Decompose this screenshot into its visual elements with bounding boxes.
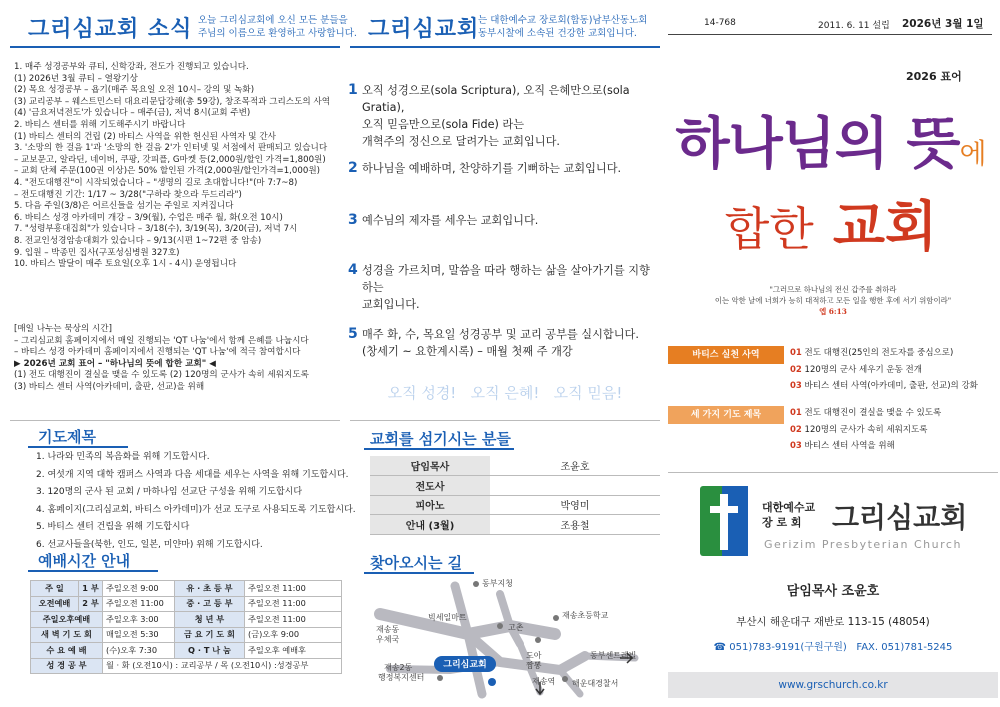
mission-item-1: 1 오직 성경으로(sola Scriptura), 오직 은혜만으로(sola Gratia), 오직 믿음만으로(sola Fide) 라는 개혁주의 정신으로 달려가는 교회입니다. — [348, 82, 630, 148]
staff-title: 교회를 섬기시는 분들 — [370, 430, 511, 448]
phone-icon: ☎ — [713, 642, 727, 653]
worship-underline — [28, 570, 158, 572]
church-logo-icon — [700, 486, 748, 556]
map-label-school: 재송초등학교 — [562, 611, 609, 620]
church-location-dot — [488, 678, 496, 686]
map-title: 찾아오시는 길 — [370, 554, 463, 572]
list-item: – 교보문고, 알라딘, 네이버, 쿠팡, 갓피플, G마켓 등(2,000원/할인 가격=1,800원) — [14, 154, 326, 165]
sola-motto: 오직 성경! 오직 은혜! 오직 믿음! — [387, 384, 623, 402]
logo-rule — [668, 472, 998, 473]
table-row: 오전예배 2 부 주일오전 11:00 중 · 고 등 부 주일오전 11:00 — [31, 596, 342, 612]
prayer-underline — [28, 446, 128, 448]
church-title: 그리심교회 — [368, 17, 480, 42]
bulletin-date: 2026년 3월 1일 — [902, 18, 984, 30]
website-link[interactable]: www.grschurch.co.kr — [668, 672, 998, 698]
landmark-dot — [497, 623, 503, 629]
list-item: 5. 다음 주일(3/8)은 어르신들을 섬기는 주일로 지켜집니다 — [14, 201, 234, 212]
church-divider — [350, 46, 660, 48]
three-prayers-label: 세 가지 기도 제목 — [668, 406, 784, 424]
list-item: 9. 입원 – 박종민 집사(구포성심병원 327호) — [14, 247, 180, 258]
list-item: 2. 여섯개 지역 대학 캠퍼스 사역과 다음 세대를 세우는 사역을 위해 기도합시다. — [36, 469, 349, 480]
fax-number: FAX. 051)781-5245 — [856, 642, 953, 653]
batis-label: 바티스 실천 사역 — [668, 346, 784, 364]
logo-church-name: 그리심교회 — [832, 501, 968, 534]
staff-underline — [364, 448, 514, 450]
list-item: 2. 바티스 센터를 위해 기도해주시기 바랍니다 — [14, 119, 186, 130]
list-item: (4) '금요저녁전도'가 있습니다 – 매주(금), 저녁 8시(교회 주변) — [14, 108, 251, 119]
location-map — [350, 574, 660, 704]
list-item: (1) 바티스 센터의 건립 (2) 바티스 사역을 위한 헌신된 사역자 및 간사 — [14, 131, 276, 142]
pastor-name: 담임목사 조윤호 — [786, 584, 880, 599]
list-item: 5. 바티스 센터 건립을 위해 기도합시다 — [36, 522, 190, 532]
motto-label: 2026 표어 — [906, 70, 962, 83]
list-item: – 바티스 성경 아카데미 홈페이지에서 진행되는 'QT 나눔'에 적극 참여합시다 — [14, 347, 301, 358]
list-item: 6. 바티스 성경 아카데미 개강 – 3/9(월), 수업은 매주 월, 화(오전 10시) — [14, 212, 283, 223]
church-subtitle: 는 대한예수교 장로회(합동)남부산동노회 동부시찰에 소속된 건강한 교회입니다. — [478, 15, 648, 39]
list-item: 3. 120명의 군사 된 교회 / 마하나임 선교단 구성을 위해 기도합시다 — [36, 487, 303, 497]
landmark-dot — [553, 615, 559, 621]
bible-verse: "그러므로 하나님의 전신 갑주를 취하라 이는 악한 날에 너희가 능히 대적하고 모든 일을 행한 후에 서기 위함이라" 엡 6:13 — [714, 285, 952, 316]
motto-line-1: 하나님의 뜻에 — [675, 112, 987, 177]
cover-divider — [668, 34, 992, 35]
mission-item-5: 5 매주 화, 수, 목요일 성경공부 및 교리 공부를 실시합니다. (창세기 ~ 요한계시록) – 매월 첫째 주 개강 — [348, 326, 639, 358]
list-item: 6. 선교사들을(북한, 인도, 일본, 미얀마) 위해 기도합시다. — [36, 539, 263, 550]
founded-date: 2011. 6. 11 설립 — [818, 21, 890, 31]
list-item: (3) 교리공부 – 웨스트민스터 대요리문답강해(총 59강), 창조목적과 그리스도의 사역 — [14, 96, 331, 107]
map-label-station: 재송역 — [532, 677, 556, 686]
list-item: 1. 나라와 민족의 복음화를 위해 기도합시다. — [36, 452, 210, 462]
list-item: 7. "성령부흥대집회"가 있습니다 – 3/18(수), 3/19(목), 3/20(금), 저녁 7시 — [14, 224, 298, 235]
map-label-dongbu-center: 동부센트레빌 — [590, 651, 637, 660]
list-item: 03 바티스 센터 사역을 위해 — [790, 441, 895, 452]
prayer-list — [36, 449, 356, 554]
mission-item-4: 4 성경을 가르치며, 말씀을 따라 행하는 삶을 살아가기를 지향하는 교회입니다. — [348, 262, 650, 311]
table-row: 수 요 예 배 (수)오후 7:30 Q · T 나 눔 주일오후 예배후 — [31, 643, 342, 659]
address: 부산시 해운대구 재반로 113-15 (48054) — [736, 616, 930, 628]
table-row: 피아노 박영미 — [370, 495, 660, 515]
logo-english-name: Gerizim Presbyterian Church — [764, 538, 962, 551]
list-item: 1. 매주 성경공부와 큐티, 신학강좌, 전도가 진행되고 있습니다. — [14, 62, 249, 72]
map-label-jaesong-post: 재송동 — [376, 625, 400, 634]
list-item: (3) 바티스 센터 사역(아카데미, 출판, 선교)을 위해 — [14, 381, 205, 392]
staff-table — [370, 456, 660, 535]
list-item: 01 전도 대행진(25인의 전도자를 중심으로) — [790, 348, 954, 358]
map-label-gochon: 고촌 — [508, 623, 524, 632]
table-row: 주일오후예배 주일오후 3:00 청 년 부 주일오전 11:00 — [31, 612, 342, 628]
list-item: 03 바티스 센터 사역(아카데미, 출판, 선교)의 강화 — [790, 381, 978, 392]
table-row: 안내 (3월) 조용철 — [370, 515, 660, 535]
worship-title: 예배시간 안내 — [38, 552, 131, 570]
meditation-title: [매일 나누는 묵상의 시간] — [14, 324, 112, 334]
prayer-top-rule — [10, 420, 340, 421]
list-item: – 그리심교회 홈페이지에서 매일 진행되는 'QT 나눔'에서 함께 은혜를 나눕시다 — [14, 335, 309, 346]
list-item: (2) 목요 성경공부 – 욥기(매주 목요일 오전 10시– 강의 및 녹화) — [14, 85, 255, 96]
landmark-dot — [437, 675, 443, 681]
landmark-dot — [562, 676, 568, 682]
list-item: 02 120명의 군사가 속히 세워지도록 — [790, 424, 928, 435]
list-item: 4. 홈페이지(그리심교회, 바티스 아카데미)가 선교 도구로 사용되도록 기도합시다. — [36, 504, 356, 515]
table-row: 전도사 — [370, 476, 660, 496]
list-item: (1) 2026년 3월 큐티 – 열왕기상 — [14, 73, 138, 84]
list-item: 10. 바티스 발달이 매주 토요일(오후 1시 - 4시) 운영됩니다 — [14, 259, 237, 270]
news-divider — [10, 46, 340, 48]
batis-list — [790, 345, 978, 395]
staff-top-rule — [350, 420, 660, 421]
list-item: 01 전도 대행진이 결실을 맺을 수 있도록 — [790, 408, 942, 418]
map-label-police: 해운대경찰서 — [572, 679, 619, 688]
meditation-box — [14, 324, 344, 394]
three-prayers-list — [790, 405, 941, 455]
map-label-office: 행정복지센터 — [378, 673, 425, 682]
news-subtitle: 오늘 그리심교회에 오신 모든 분들을 주님의 이름으로 환영하고 사랑합니다. — [198, 15, 357, 39]
table-row: 담임목사 조윤호 — [370, 456, 660, 476]
mission-item-2: 2 하나님을 예배하며, 찬양하기를 기뻐하는 교회입니다. — [348, 160, 622, 176]
news-title: 그리심교회 소식 — [28, 17, 193, 42]
map-label-church: 그리심교회 — [443, 660, 487, 670]
map-label-jjimppong: 짬뽕 — [526, 661, 542, 670]
map-label-jaesong2: 재송2동 — [384, 663, 413, 672]
list-item: 4. "전도대행진"이 시작되었습니다 – "생명의 길로 초대합니다!"(마 7:7~8) — [14, 177, 298, 188]
list-item: 3. '소망의 한 걸음 1'과 '소망의 한 걸음 2'가 인터넷 및 서점에서 판매되고 있습니다 — [14, 143, 328, 154]
table-row: 성 경 공 부 월 · 화 (오전10시) : 교리공부 / 목 (오전10시) :성경공부 — [31, 658, 342, 674]
list-item: 8. 전교인성경암송대회가 있습니다 – 9/13(시편 1~72편 중 암송) — [14, 235, 262, 246]
motto-line-2: 합한 교회 — [724, 195, 938, 258]
prayer-title: 기도제목 — [38, 428, 96, 446]
landmark-dot — [473, 581, 479, 587]
news-list — [14, 62, 344, 271]
motto-line: ▶ 2026년 교회 표어 – "하나님의 뜻에 합한 교회" ◀ — [14, 358, 216, 369]
map-label-doa: 도아 — [526, 651, 542, 660]
list-item: 02 120명의 군사 세우기 운동 전개 — [790, 364, 922, 375]
contact-line — [668, 638, 998, 653]
mission-item-3: 3 예수님의 제자를 세우는 교회입니다. — [348, 212, 539, 228]
map-label-dongbu: 동부지청 — [482, 579, 513, 588]
map-label-bicsemil: 빅세일마트 — [428, 613, 467, 622]
list-item: (1) 전도 대행진이 결실을 맺을 수 있도록 (2) 120명의 군사가 속히 세워지도록 — [14, 370, 309, 381]
worship-table — [30, 580, 342, 674]
list-item: – 전도대행진 기간: 1/17 ~ 3/28("구하라 찾으라 두드리라") — [14, 189, 242, 200]
landmark-dot — [535, 637, 541, 643]
table-row: 주 일 1 부 주일오전 9:00 유 · 초 등 부 주일오전 11:00 — [31, 581, 342, 597]
bulletin-code: 14-768 — [704, 18, 736, 28]
list-item: – 교회 단체 주문(100권 이상)은 50% 할인된 가격(2,000원/할인가격=1,000원) — [14, 166, 320, 177]
denomination: 대한예수교 장 로 회 — [762, 501, 816, 529]
phone-number: 051)783-9191(구원구원) — [729, 642, 847, 653]
map-label-post: 우체국 — [376, 635, 400, 644]
table-row: 새 벽 기 도 회 매일오전 5:30 금 요 기 도 회 (금)오후 9:00 — [31, 627, 342, 643]
